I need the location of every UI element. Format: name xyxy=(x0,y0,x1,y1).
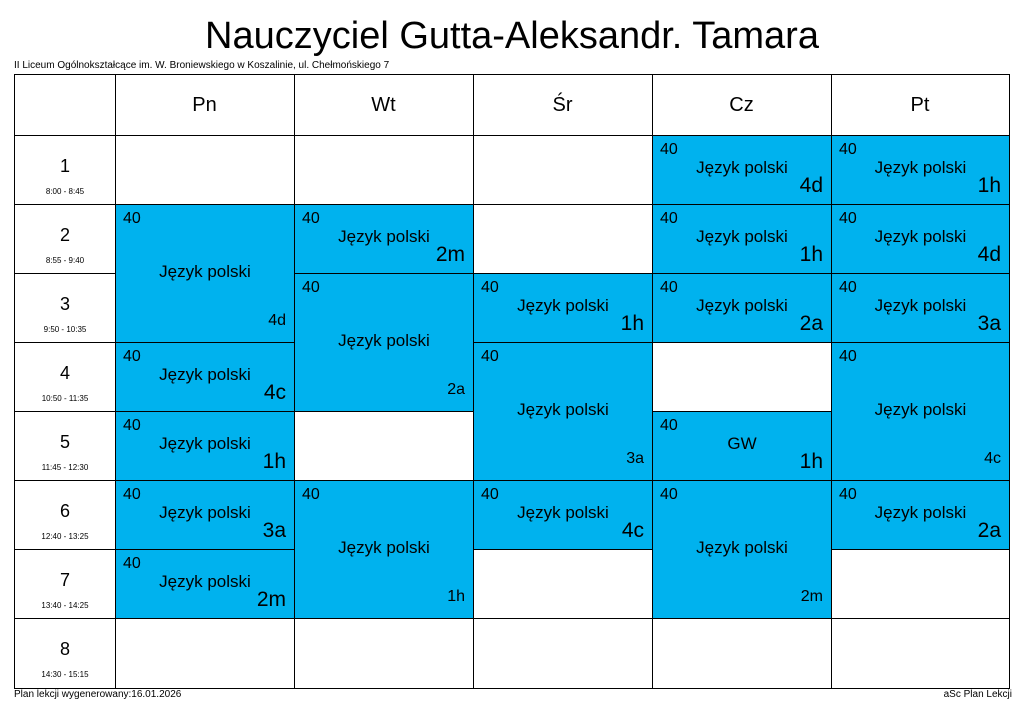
lesson-class: 1h xyxy=(799,450,823,473)
lesson-subject: Język polski xyxy=(874,296,967,315)
lesson-card[interactable] xyxy=(116,412,295,481)
day-header: Cz xyxy=(729,93,754,116)
period-label xyxy=(15,549,115,618)
lesson-class: 4d xyxy=(977,243,1001,266)
lesson-subject: Język polski xyxy=(517,400,609,419)
lesson-class: 2a xyxy=(447,381,465,398)
lesson-class: 1h xyxy=(620,312,644,335)
lesson-subject: Język polski xyxy=(159,503,251,522)
period-time: 12:40 - 13:25 xyxy=(41,532,89,541)
lesson-student-count: 40 xyxy=(839,486,857,503)
lesson-subject: Język polski xyxy=(159,365,251,384)
lesson-student-count: 40 xyxy=(123,210,141,227)
lesson-student-count: 40 xyxy=(660,210,678,227)
lesson-subject: Język polski xyxy=(874,158,967,177)
lesson-card[interactable] xyxy=(653,136,832,205)
lesson-card[interactable] xyxy=(116,481,295,550)
lesson-subject: Język polski xyxy=(517,503,609,522)
lesson-subject: Język polski xyxy=(696,158,788,177)
lesson-class: 3a xyxy=(977,312,1001,335)
lesson-card[interactable] xyxy=(653,412,832,481)
day-header: Pn xyxy=(192,93,217,116)
lesson-student-count: 40 xyxy=(660,279,678,296)
school-name: II Liceum Ogólnokształcące im. W. Broniewskiego w Koszalinie, ul. Chełmońskiego 7 xyxy=(14,60,390,71)
lesson-card[interactable] xyxy=(653,481,832,619)
lesson-subject: Język polski xyxy=(874,227,967,246)
period-time: 8:55 - 9:40 xyxy=(45,256,85,265)
period-label xyxy=(15,342,115,411)
lesson-subject: Język polski xyxy=(696,538,788,557)
lesson-card[interactable] xyxy=(832,343,1010,481)
lesson-subject: Język polski xyxy=(338,538,430,557)
period-time: 9:50 - 10:35 xyxy=(43,325,87,334)
lesson-class: 2m xyxy=(435,243,465,266)
lesson-class: 1h xyxy=(799,243,823,266)
lesson-class: 1h xyxy=(447,588,465,605)
lesson-subject: Język polski xyxy=(874,400,967,419)
lesson-student-count: 40 xyxy=(660,141,678,158)
lesson-class: 4c xyxy=(621,519,644,542)
period-time: 14:30 - 15:15 xyxy=(41,670,89,679)
page-title: Nauczyciel Gutta-Aleksandr. Tamara xyxy=(205,15,819,57)
lesson-subject: Język polski xyxy=(338,331,430,350)
lesson-card[interactable] xyxy=(832,274,1010,343)
lesson-card[interactable] xyxy=(295,205,474,274)
lesson-card[interactable] xyxy=(474,343,653,481)
period-label xyxy=(15,618,115,689)
software-name: aSc Plan Lekcji xyxy=(943,689,1012,700)
lesson-card[interactable] xyxy=(295,481,474,619)
lesson-student-count: 40 xyxy=(123,348,141,365)
lesson-class: 3a xyxy=(262,519,286,542)
lesson-subject: Język polski xyxy=(696,296,788,315)
lesson-student-count: 40 xyxy=(481,279,499,296)
period-time: 10:50 - 11:35 xyxy=(41,394,89,403)
period-number: 3 xyxy=(59,294,70,314)
period-label xyxy=(15,204,115,273)
lesson-student-count: 40 xyxy=(660,486,678,503)
period-number: 4 xyxy=(59,363,70,383)
lesson-class: 2m xyxy=(800,588,823,605)
period-time: 11:45 - 12:30 xyxy=(41,463,89,472)
lesson-subject: Język polski xyxy=(159,262,251,281)
lesson-card[interactable] xyxy=(653,205,832,274)
lesson-class: 4c xyxy=(263,381,286,404)
lesson-card[interactable] xyxy=(832,205,1010,274)
lesson-class: 4c xyxy=(984,450,1001,467)
lesson-student-count: 40 xyxy=(123,486,141,503)
lesson-subject: Język polski xyxy=(338,227,430,246)
period-number: 8 xyxy=(59,639,70,659)
day-header: Śr xyxy=(552,93,573,116)
lesson-student-count: 40 xyxy=(123,555,141,572)
period-label xyxy=(15,273,115,342)
lesson-card[interactable] xyxy=(116,205,295,343)
lesson-student-count: 40 xyxy=(302,486,320,503)
lesson-class: 2a xyxy=(977,519,1001,542)
period-time: 13:40 - 14:25 xyxy=(41,601,89,610)
period-number: 2 xyxy=(59,225,70,245)
period-label xyxy=(15,480,115,549)
period-label xyxy=(15,411,115,480)
lesson-student-count: 40 xyxy=(123,417,141,434)
period-number: 6 xyxy=(59,501,70,521)
lesson-student-count: 40 xyxy=(839,348,857,365)
lesson-card[interactable] xyxy=(116,550,295,619)
lesson-subject: Język polski xyxy=(159,434,251,453)
lesson-subject: Język polski xyxy=(517,296,609,315)
lesson-subject: Język polski xyxy=(874,503,967,522)
lesson-class: 2a xyxy=(799,312,823,335)
lesson-class: 4d xyxy=(268,312,286,329)
period-number: 1 xyxy=(59,156,70,176)
lesson-subject: Język polski xyxy=(159,572,251,591)
timetable-grid xyxy=(14,74,1010,689)
lesson-class: 1h xyxy=(977,174,1001,197)
lesson-student-count: 40 xyxy=(481,486,499,503)
lesson-student-count: 40 xyxy=(302,279,320,296)
lesson-student-count: 40 xyxy=(839,279,857,296)
lesson-card[interactable] xyxy=(116,343,295,412)
lesson-subject: Język polski xyxy=(696,227,788,246)
lesson-card[interactable] xyxy=(474,274,653,343)
lesson-class: 2m xyxy=(256,588,286,611)
lesson-class: 1h xyxy=(262,450,286,473)
lesson-student-count: 40 xyxy=(839,141,857,158)
period-label xyxy=(15,135,115,204)
lesson-class: 4d xyxy=(799,174,823,197)
day-header: Pt xyxy=(910,93,930,116)
lesson-card[interactable] xyxy=(653,274,832,343)
lesson-student-count: 40 xyxy=(839,210,857,227)
lesson-card[interactable] xyxy=(295,274,474,412)
lesson-student-count: 40 xyxy=(481,348,499,365)
lesson-subject: GW xyxy=(727,434,757,453)
period-time: 8:00 - 8:45 xyxy=(45,187,85,196)
day-header: Wt xyxy=(371,93,396,116)
period-number: 5 xyxy=(59,432,70,452)
period-number: 7 xyxy=(59,570,70,590)
lesson-class: 3a xyxy=(626,450,644,467)
lesson-student-count: 40 xyxy=(660,417,678,434)
lesson-card[interactable] xyxy=(474,481,653,550)
generated-date: Plan lekcji wygenerowany:16.01.2026 xyxy=(14,689,182,700)
lesson-card[interactable] xyxy=(832,481,1010,550)
lesson-card[interactable] xyxy=(832,136,1010,205)
lesson-student-count: 40 xyxy=(302,210,320,227)
